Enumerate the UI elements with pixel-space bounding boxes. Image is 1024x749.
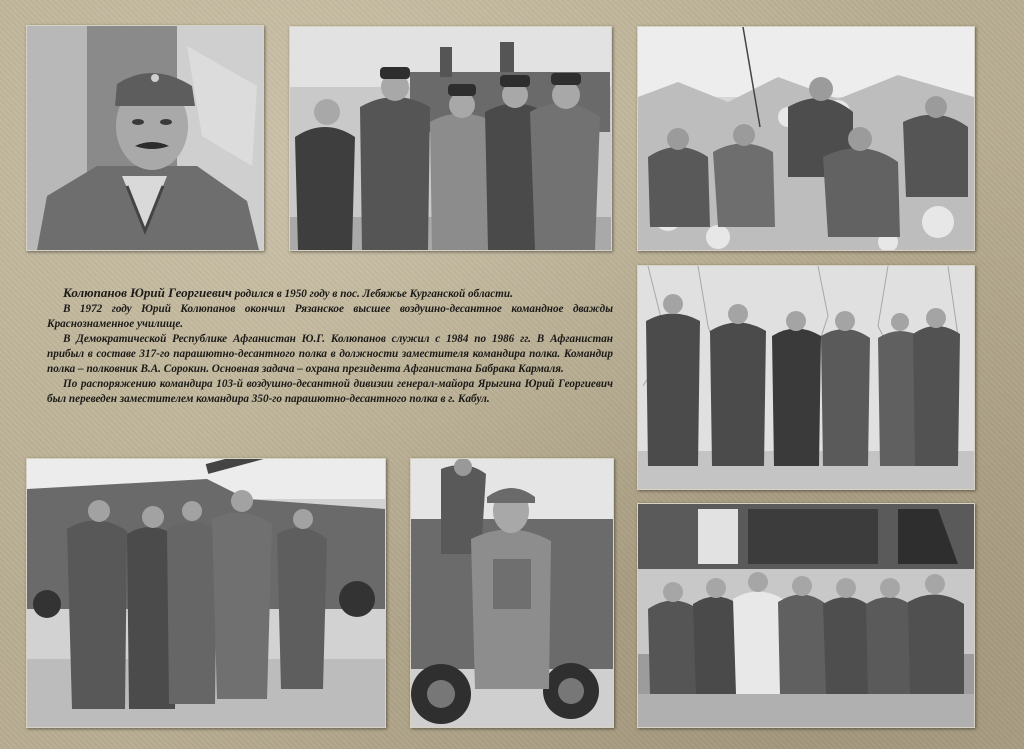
- seated-group-photo: [637, 503, 975, 728]
- soldier-bmp-photo: [410, 458, 614, 728]
- biography-paragraph: В 1972 году Юрий Колюпанов окончил Рязанское высшее воздушно-десантное командное дважды Краснознаменное училище.: [47, 303, 613, 330]
- soldiers-vehicle-photo: [26, 458, 386, 728]
- biography-paragraph: По распоряжению командира 103-й воздушно-десантной дивизии генерал-майора Ярыгина Юрий Георгиевич был переведен заместителем командира 350-го парашютно-десантного полка в г. Кабул.: [47, 378, 613, 405]
- mountain-group-photo: [637, 26, 975, 251]
- biography-text: [47, 285, 613, 407]
- biography-intro-rest: родился в 1950 году в пос. Лебяжье Курганской области.: [231, 288, 513, 300]
- officers-line-photo: [637, 265, 975, 490]
- biography-paragraph: В Демократической Республике Афганистан Ю.Г. Колюпанов служил с 1984 по 1986 гг. В Афганистан прибыл в составе 317-го парашютно-десантного полка в должности заместителя командира полка. Командир полка – полковник В.А. Сорокин. Основная задача – охрана президента Афганистана Бабрака Кармаля.: [47, 333, 613, 375]
- person-name: Колюпанов Юрий Георгиевич: [63, 285, 232, 300]
- biography-intro: [47, 285, 613, 302]
- winter-group-photo: [289, 26, 612, 251]
- portrait-photo: [26, 25, 264, 251]
